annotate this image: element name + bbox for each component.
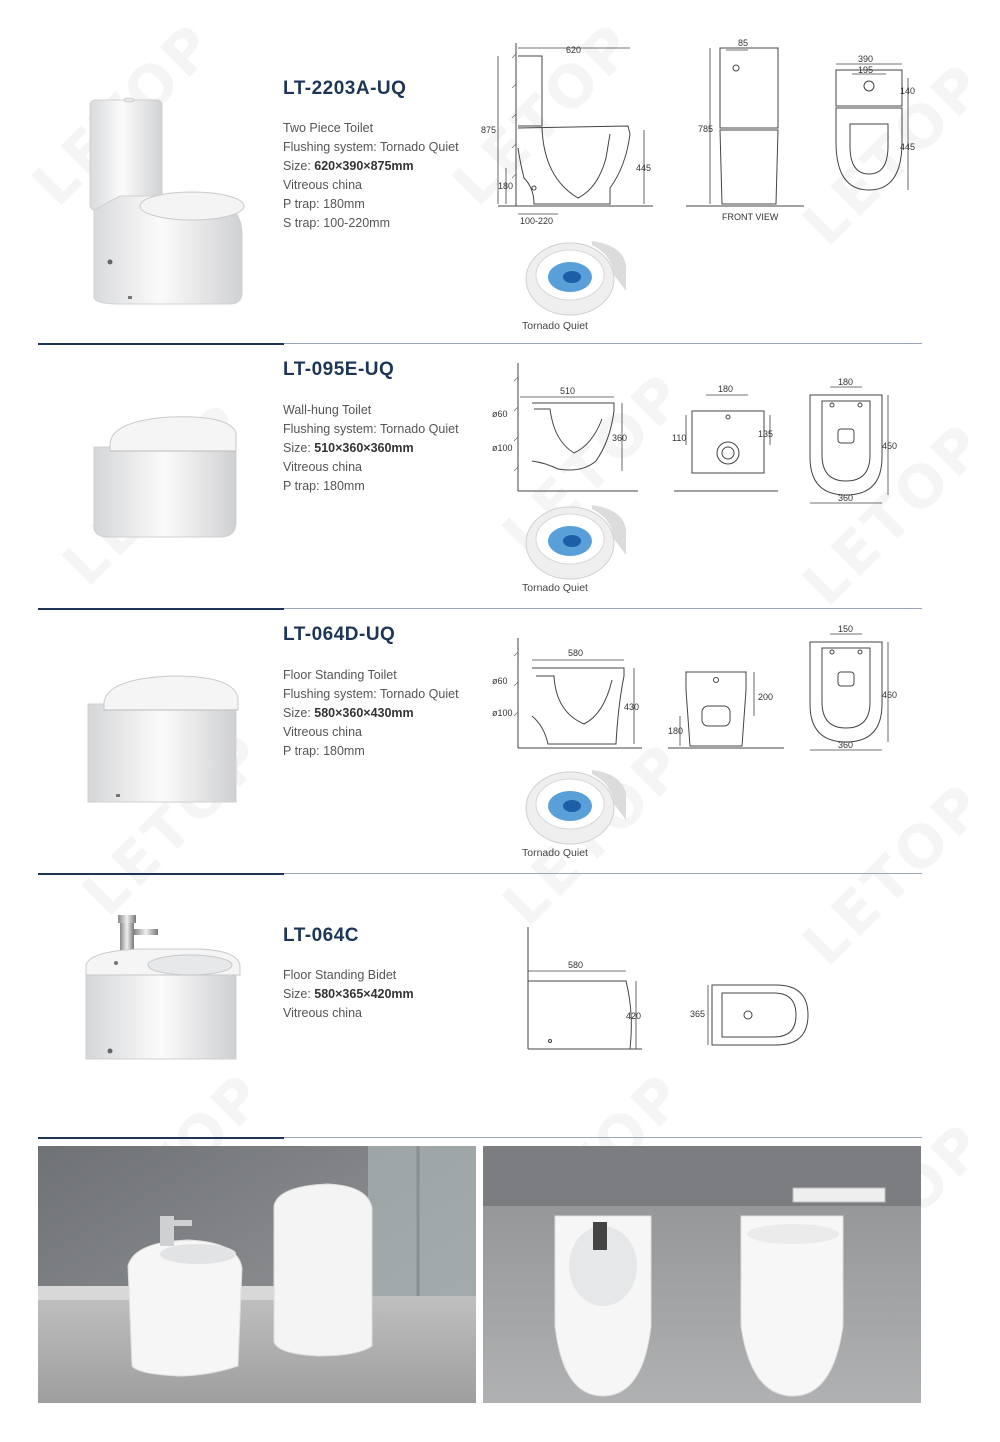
spec-size bbox=[283, 439, 459, 458]
model-title: LT-2203A-UQ bbox=[283, 78, 407, 99]
dim-top-depth: 460 bbox=[882, 690, 898, 700]
dim-seat-height: 445 bbox=[636, 163, 652, 173]
model-title: LT-095E-UQ bbox=[283, 359, 395, 380]
dim-bottom-width: 360 bbox=[838, 740, 854, 750]
bowl-caption: Tornado Quiet bbox=[522, 582, 588, 594]
top-view-drawing bbox=[822, 50, 922, 200]
dim-height: 430 bbox=[624, 702, 640, 712]
section-divider bbox=[38, 1137, 922, 1139]
spec-material: Vitreous china bbox=[283, 725, 362, 739]
spec-list bbox=[283, 666, 459, 761]
rear-view-drawing bbox=[666, 666, 786, 752]
dim-rear-width: 180 bbox=[718, 384, 734, 394]
dim-height: 420 bbox=[626, 1011, 642, 1021]
dim-front-top: 85 bbox=[738, 38, 749, 48]
product-lt-064d-uq bbox=[0, 610, 1000, 875]
spec-size bbox=[283, 985, 414, 1004]
tornado-bowl-photo bbox=[522, 235, 632, 320]
wall-hung-scene bbox=[483, 1146, 921, 1403]
spec-s-trap: S trap: 100-220mm bbox=[283, 216, 390, 230]
dim-depth: 620 bbox=[566, 45, 582, 55]
tornado-bowl-photo bbox=[522, 499, 632, 584]
model-title: LT-064D-UQ bbox=[283, 624, 396, 645]
dim-s-trap: 100-220 bbox=[520, 216, 554, 226]
side-view-drawing bbox=[520, 923, 650, 1055]
bowl-caption: Tornado Quiet bbox=[522, 847, 588, 859]
floor-standing-toilet-photo bbox=[84, 670, 244, 810]
dim-rear-200: 200 bbox=[758, 692, 774, 702]
dim-top-inner: 195 bbox=[858, 65, 874, 75]
spec-material: Vitreous china bbox=[283, 178, 362, 192]
spec-size-label: Size: bbox=[283, 706, 315, 720]
top-view-drawing bbox=[688, 983, 812, 1049]
dim-top-445: 445 bbox=[900, 142, 916, 152]
spec-size-label: Size: bbox=[283, 987, 315, 1001]
dim-pipe-top: ø60 bbox=[492, 676, 508, 686]
spec-p-trap: P trap: 180mm bbox=[283, 197, 365, 211]
showroom-photo-left bbox=[38, 1146, 476, 1403]
dim-top-width: 150 bbox=[838, 624, 854, 634]
side-view-drawing bbox=[492, 361, 640, 501]
dim-pipe-top: ø60 bbox=[492, 409, 508, 419]
spec-type: Floor Standing Bidet bbox=[283, 968, 397, 982]
dim-top-140: 140 bbox=[900, 86, 916, 96]
dim-depth: 510 bbox=[560, 386, 576, 396]
dim-rear-180: 180 bbox=[668, 726, 684, 736]
product-lt-095e-uq bbox=[0, 345, 1000, 610]
dim-height: 875 bbox=[481, 125, 497, 135]
spec-material: Vitreous china bbox=[283, 460, 362, 474]
spec-size-value: 620×390×875mm bbox=[314, 159, 414, 173]
spec-size-value: 510×360×360mm bbox=[314, 441, 414, 455]
dim-depth: 580 bbox=[568, 960, 584, 970]
top-view-drawing bbox=[806, 377, 910, 507]
spec-type: Two Piece Toilet bbox=[283, 121, 374, 135]
product-lt-064c bbox=[0, 875, 1000, 1137]
bidet-photo bbox=[80, 911, 250, 1069]
spec-list bbox=[283, 119, 459, 233]
model-title: LT-064C bbox=[283, 925, 360, 946]
spec-material: Vitreous china bbox=[283, 1006, 362, 1020]
spec-size-label: Size: bbox=[283, 159, 315, 173]
spec-size-label: Size: bbox=[283, 441, 315, 455]
dim-trap: 180 bbox=[498, 181, 514, 191]
product-lt-2203a-uq bbox=[0, 0, 1000, 345]
rear-view-drawing bbox=[670, 383, 782, 495]
dim-rear-left: 110 bbox=[672, 433, 687, 443]
side-view-drawing bbox=[492, 636, 644, 752]
spec-type: Floor Standing Toilet bbox=[283, 668, 397, 682]
two-piece-toilet-photo bbox=[80, 92, 260, 314]
side-view-drawing bbox=[478, 38, 658, 228]
dim-rear-right: 135 bbox=[758, 429, 774, 439]
front-view-drawing bbox=[686, 38, 806, 228]
dim-top-depth: 450 bbox=[882, 441, 898, 451]
dim-depth: 580 bbox=[568, 648, 584, 658]
wall-hung-toilet-photo bbox=[90, 407, 240, 545]
bowl-caption: Tornado Quiet bbox=[522, 320, 588, 332]
spec-size-value: 580×365×420mm bbox=[314, 987, 414, 1001]
spec-size bbox=[283, 704, 459, 723]
spec-size-value: 580×360×430mm bbox=[314, 706, 414, 720]
spec-type: Wall-hung Toilet bbox=[283, 403, 372, 417]
dim-top-width: 180 bbox=[838, 377, 854, 387]
dim-pipe-bottom: ø100 bbox=[492, 708, 513, 718]
spec-flushing: Flushing system: Tornado Quiet bbox=[283, 422, 459, 436]
spec-flushing: Flushing system: Tornado Quiet bbox=[283, 687, 459, 701]
spec-size bbox=[283, 157, 459, 176]
spec-p-trap: P trap: 180mm bbox=[283, 744, 365, 758]
bidet-toilet-scene bbox=[38, 1146, 476, 1403]
spec-flushing: Flushing system: Tornado Quiet bbox=[283, 140, 459, 154]
front-view-label: FRONT VIEW bbox=[722, 212, 779, 222]
dim-width: 365 bbox=[690, 1009, 706, 1019]
dim-height: 360 bbox=[612, 433, 628, 443]
spec-p-trap: P trap: 180mm bbox=[283, 479, 365, 493]
showroom-photo-right bbox=[483, 1146, 921, 1403]
spec-list bbox=[283, 966, 414, 1023]
dim-pipe-bottom: ø100 bbox=[492, 443, 513, 453]
spec-list bbox=[283, 401, 459, 496]
top-view-drawing bbox=[806, 624, 910, 754]
dim-front-height: 785 bbox=[698, 124, 714, 134]
dim-top-width: 390 bbox=[858, 54, 874, 64]
tornado-bowl-photo bbox=[522, 764, 632, 849]
dim-bottom-width: 360 bbox=[838, 493, 854, 503]
